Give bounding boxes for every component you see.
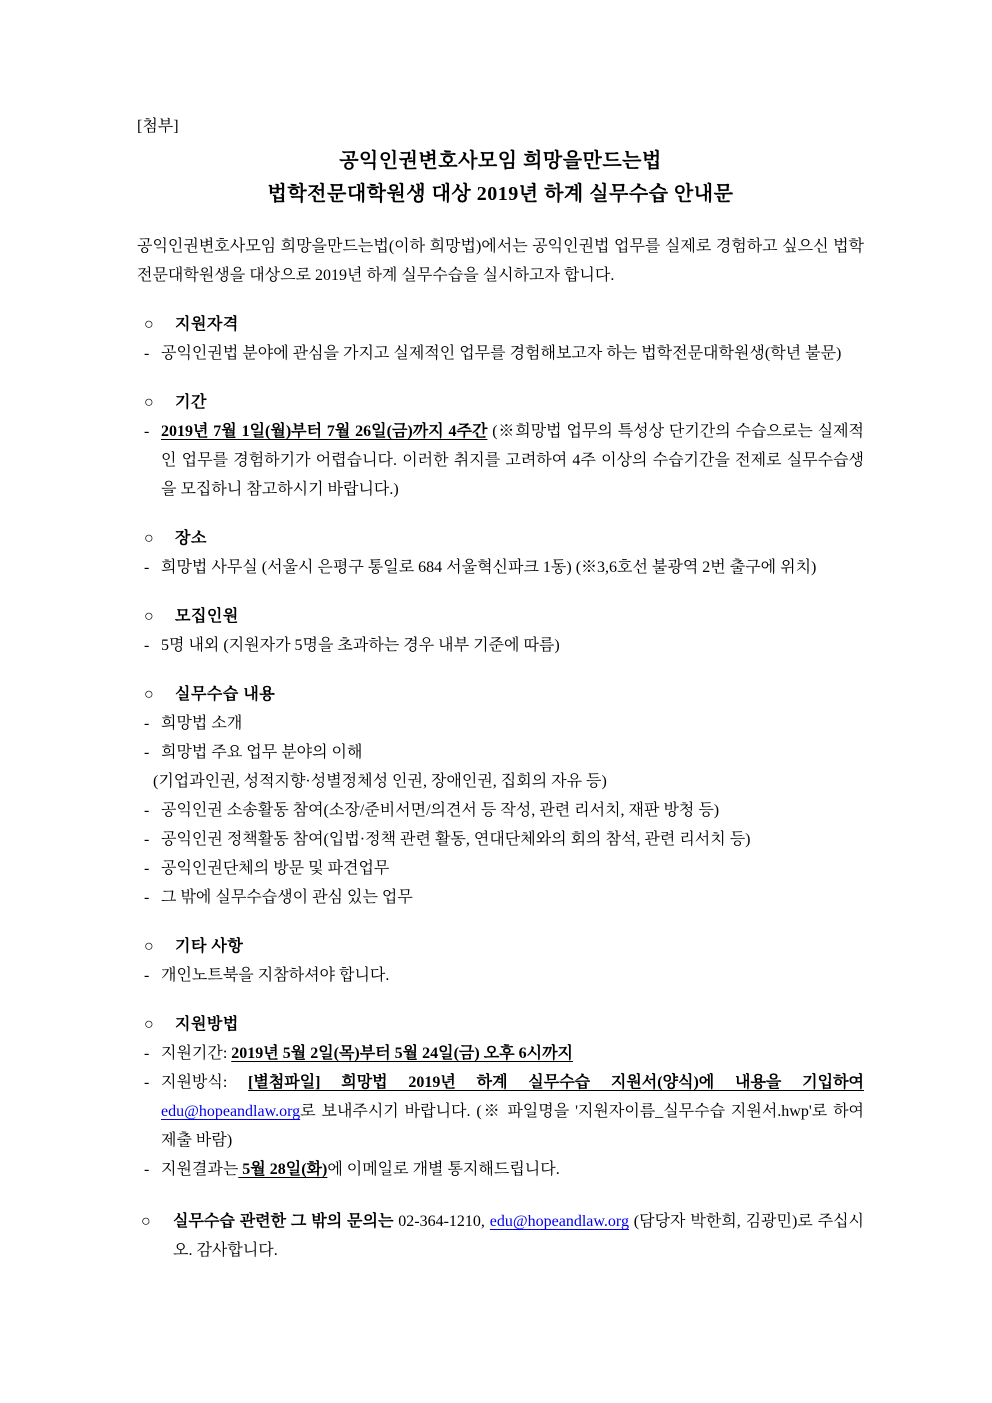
document-page bbox=[137, 112, 864, 1265]
dash-bullet-icon: - bbox=[144, 423, 150, 440]
section-etc bbox=[137, 932, 864, 990]
dash-bullet-icon: - bbox=[144, 637, 150, 654]
period-dates-emphasis: 2019년 7월 1일(월)부터 7월 26일(금)까지 4주간 bbox=[161, 423, 488, 440]
dash-bullet-icon: - bbox=[144, 559, 150, 576]
dash-bullet-icon: - bbox=[144, 860, 150, 877]
dash-bullet-icon: - bbox=[144, 1161, 150, 1178]
item-text: 공익인권단체의 방문 및 파견업무 bbox=[161, 860, 390, 877]
list-item-apply-result bbox=[137, 1155, 864, 1184]
section-heading-period bbox=[137, 388, 864, 417]
list-item bbox=[137, 417, 864, 504]
dash-bullet-icon: - bbox=[144, 715, 150, 732]
section-heading-etc bbox=[137, 932, 864, 961]
intro-paragraph: 공익인권변호사모임 희망을만드는법(이하 희망법)에서는 공익인권법 업무를 실제로 경험하고 싶으신 법학전문대학원생을 대상으로 2019년 하계 실무수습을 실시하고자 합니다. bbox=[137, 238, 864, 284]
item-text: 공익인권법 분야에 관심을 가지고 실제적인 업무를 경험해보고자 하는 법학전문대학원생(학년 불문) bbox=[161, 345, 842, 362]
period-note: (※희망법 업무의 특성상 단기간의 수습으로는 실제적인 업무를 경험하기가 어렵습니다. 이러한 취지를 고려하여 4주 이상의 수습기간을 전제로 실무수습생을 모집하니 참고하시기 바랍니다.) bbox=[161, 423, 864, 498]
contact-emphasis: 실무수습 관련한 그 밖의 문의는 bbox=[173, 1213, 394, 1230]
list-item bbox=[137, 825, 864, 854]
list-item bbox=[137, 883, 864, 912]
section-heading-label: 모집인원 bbox=[175, 608, 239, 625]
item-text: 희망법 소개 bbox=[161, 715, 243, 732]
section-location bbox=[137, 524, 864, 582]
attachment-label: [첨부] bbox=[137, 118, 179, 135]
section-heading-label: 지원방법 bbox=[175, 1016, 239, 1033]
section-heading-eligibility bbox=[137, 310, 864, 339]
dash-bullet-icon: - bbox=[144, 744, 150, 761]
dash-bullet-icon: - bbox=[144, 1074, 150, 1091]
dash-bullet-icon: - bbox=[144, 345, 150, 362]
list-item bbox=[137, 553, 864, 582]
apply-period-dates-emphasis: 2019년 5월 2일(목)부터 5월 24일(금) 오후 6시까지 bbox=[231, 1045, 573, 1062]
list-item bbox=[137, 709, 864, 738]
section-contact bbox=[137, 1207, 864, 1265]
section-heading-label: 실무수습 내용 bbox=[175, 686, 276, 703]
section-heading-label: 지원자격 bbox=[175, 316, 239, 333]
apply-result-pre: 지원결과는 bbox=[161, 1161, 239, 1178]
item-text: 개인노트북을 지참하셔야 합니다. bbox=[161, 967, 390, 984]
list-item bbox=[137, 738, 864, 767]
item-text: 공익인권 정책활동 참여(입법·정책 관련 활동, 연대단체와의 회의 참석, 관련 리서치 등) bbox=[161, 831, 751, 848]
email-link[interactable]: edu@hopeandlaw.org bbox=[161, 1103, 301, 1120]
item-text: 희망법 주요 업무 분야의 이해 bbox=[161, 744, 363, 761]
dash-bullet-icon: - bbox=[144, 967, 150, 984]
list-item bbox=[137, 961, 864, 990]
email-link[interactable]: edu@hopeandlaw.org bbox=[489, 1213, 629, 1230]
section-heading-apply bbox=[137, 1010, 864, 1039]
section-period bbox=[137, 388, 864, 504]
list-item-apply-period bbox=[137, 1039, 864, 1068]
section-curriculum bbox=[137, 680, 864, 912]
apply-result-rest: 에 이메일로 개별 통지해드립니다. bbox=[327, 1161, 560, 1178]
section-heading-label: 장소 bbox=[175, 530, 207, 547]
section-heading-label: 기간 bbox=[175, 394, 207, 411]
section-capacity bbox=[137, 602, 864, 660]
item-text: 공익인권 소송활동 참여(소장/준비서면/의견서 등 작성, 관련 리서치, 재판 방청 등) bbox=[161, 802, 720, 819]
section-heading-capacity bbox=[137, 602, 864, 631]
circle-bullet-icon: ○ bbox=[144, 686, 155, 703]
item-text: 5명 내외 (지원자가 5명을 초과하는 경우 내부 기준에 따름) bbox=[161, 637, 560, 654]
list-item-apply-method bbox=[137, 1068, 864, 1155]
list-item bbox=[137, 854, 864, 883]
list-item bbox=[137, 796, 864, 825]
contact-rest: (담당자 박한희, 김광민)로 주십시오. 감사합니다. bbox=[173, 1213, 864, 1259]
section-eligibility bbox=[137, 310, 864, 368]
dash-bullet-icon: - bbox=[144, 831, 150, 848]
apply-method-label: 지원방식: bbox=[161, 1074, 249, 1091]
document-title-line2: 법학전문대학원생 대상 2019년 하계 실무수습 안내문 bbox=[267, 183, 734, 205]
apply-method-emphasis: [별첨파일] 희망법 2019년 하계 실무수습 지원서(양식)에 내용을 기입하여 bbox=[248, 1074, 864, 1091]
item-text: 그 밖에 실무수습생이 관심 있는 업무 bbox=[161, 889, 413, 906]
circle-bullet-icon: ○ bbox=[144, 394, 155, 411]
list-item-note bbox=[137, 767, 864, 796]
document-title-line1: 공익인권변호사모임 희망을만드는법 bbox=[339, 150, 662, 172]
section-heading-label: 기타 사항 bbox=[175, 938, 244, 955]
apply-method-rest: 로 보내주시기 바랍니다. (※ 파일명을 '지원자이름_실무수습 지원서.hwp'로 하여 제출 바람) bbox=[161, 1103, 864, 1149]
item-text: 희망법 사무실 (서울시 은평구 통일로 684 서울혁신파크 1동) (※3,6호선 불광역 2번 출구에 위치) bbox=[161, 559, 817, 576]
item-text: (기업과인권, 성적지향·성별정체성 인권, 장애인권, 집회의 자유 등) bbox=[153, 773, 607, 790]
circle-bullet-icon: ○ bbox=[144, 608, 155, 625]
circle-bullet-icon: ○ bbox=[141, 1213, 151, 1230]
circle-bullet-icon: ○ bbox=[144, 938, 155, 955]
section-apply bbox=[137, 1010, 864, 1184]
dash-bullet-icon: - bbox=[144, 889, 150, 906]
circle-bullet-icon: ○ bbox=[144, 1016, 155, 1033]
dash-bullet-icon: - bbox=[144, 802, 150, 819]
section-heading-location bbox=[137, 524, 864, 553]
dash-bullet-icon: - bbox=[144, 1045, 150, 1062]
circle-bullet-icon: ○ bbox=[144, 530, 155, 547]
contact-phone: 02-364-1210, bbox=[393, 1213, 490, 1230]
list-item bbox=[137, 339, 864, 368]
apply-result-date-emphasis: 5월 28일(화) bbox=[238, 1161, 328, 1178]
list-item bbox=[137, 631, 864, 660]
circle-bullet-icon: ○ bbox=[144, 316, 155, 333]
apply-period-label: 지원기간: bbox=[161, 1045, 232, 1062]
section-heading-curriculum bbox=[137, 680, 864, 709]
